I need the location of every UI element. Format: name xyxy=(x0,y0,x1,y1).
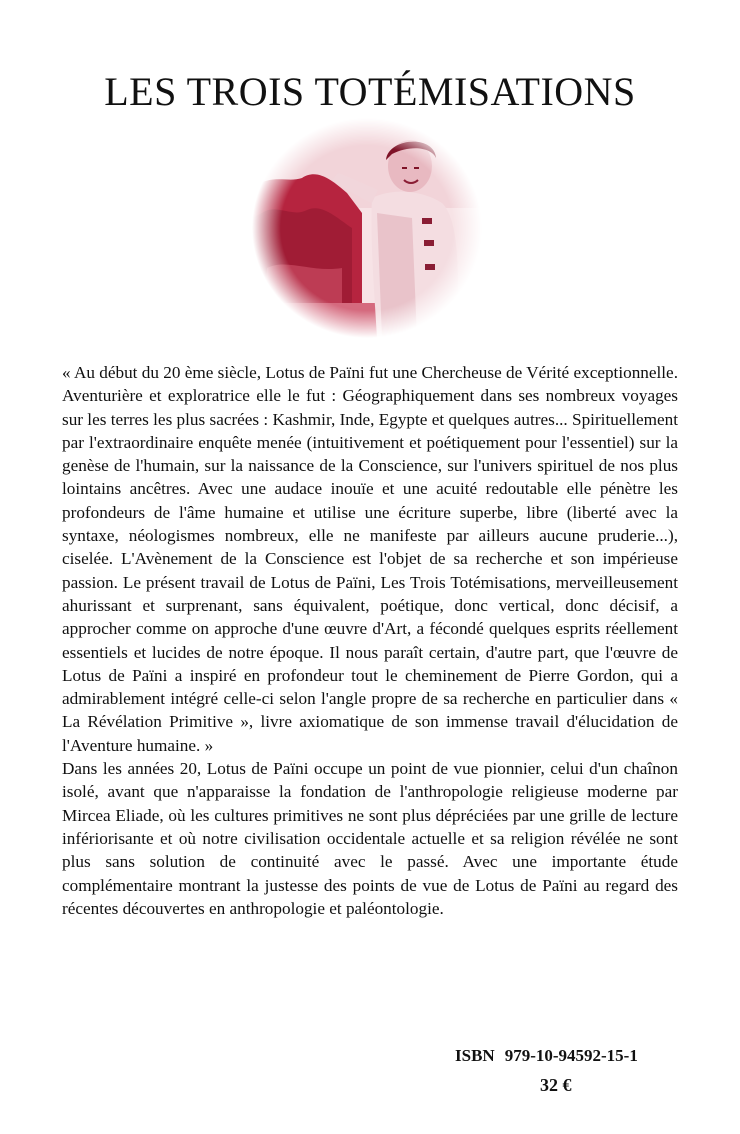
description-text xyxy=(62,361,678,920)
isbn xyxy=(455,1046,675,1066)
isbn-label: ISBN xyxy=(455,1046,495,1065)
isbn-value: 979-10-94592-15-1 xyxy=(504,1046,638,1065)
description-paragraph: « Au début du 20 ème siècle, Lotus de Païni fut une Chercheuse de Vérité exceptionnelle. Aventurière et exploratrice elle le fut : Géographiquement dans ses nombreux voyages sur les terres les plus sacrées : Kashmir, Inde, Egypte et quelques autres... Spirituellement par l'extraordinaire enquête menée (intuitivement et poétiquement pour l'essentiel) sur la genèse de l'humain, sur la naissance de la Conscience, sur l'univers spirituel de nos plus lointains ancêtres. Avec une audace inouïe et une acuité redoutable elle pénètre les profondeurs de l'âme humaine et utilise une écriture superbe, libre (liberté avec la syntaxe, néologismes nombreux, elle ne manifeste par ailleurs aucune pruderie...), ciselée. L'Avènement de la Conscience est l'objet de sa recherche et son impérieuse passion. Le présent travail de Lotus de Païni, Les Trois Totémisations, merveilleusement ahurissant et surprenant, sans équivalent, poétique, donc vertical, donc décisif, a approcher comme on approche d'une œuvre d'Art, a fécondé quelques esprits réellement essentiels et lucides de notre époque. Il nous paraît certain, d'autre part, que l'œuvre de Lotus de Païni a inspiré en profondeur tout le cheminement de Pierre Gordon, qui a admirablement intégré celle-ci selon l'angle propre de sa recherche en particulier dans « La Révélation Primitive », livre axiomatique de son immense travail d'élucidation de l'Aventure humaine. » xyxy=(62,363,678,755)
book-title: LES TROIS TOTÉMISATIONS xyxy=(104,69,636,114)
description-paragraph: Dans les années 20, Lotus de Païni occupe un point de vue pionnier, celui d'un chaînon isolé, avant que n'apparaisse la fondation de l'anthropologie religieuse moderne par Mircea Eliade, où les cultures primitives ne sont plus dépréciées par une grille de lecture infériorisante et où notre civilisation occidentale actuelle et sa religion révélée ne sont plus sans solution de continuité avec le passé. Avec une importante étude complémentaire montrant la justesse des points de vue de Lotus de Païni au regard des récentes découvertes en anthropologie et paléontologie. xyxy=(62,759,678,918)
price: 32 € xyxy=(540,1075,572,1095)
portrait-photo xyxy=(252,118,482,338)
